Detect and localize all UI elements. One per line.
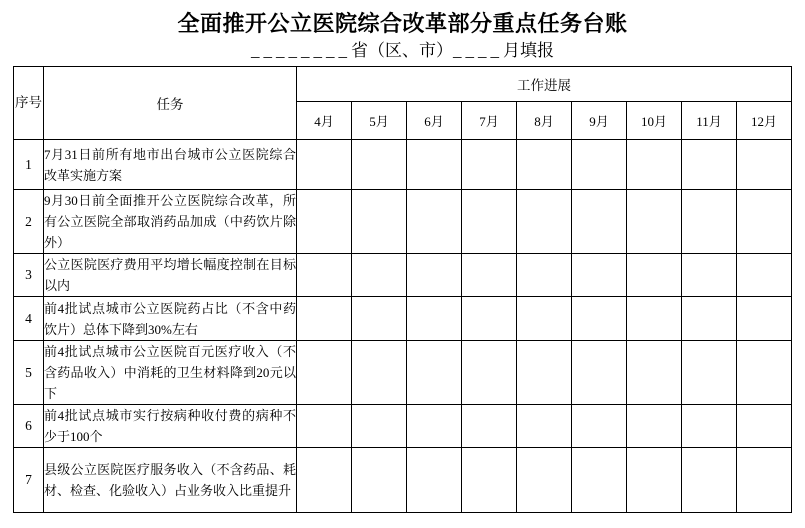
- progress-cell: [627, 140, 682, 190]
- progress-cell: [352, 297, 407, 341]
- page-title: 全面推开公立医院综合改革部分重点任务台账: [177, 11, 628, 36]
- table-row: [14, 140, 792, 190]
- month-header: 4月: [297, 102, 352, 140]
- progress-cell: [407, 254, 462, 297]
- progress-cell: [737, 140, 792, 190]
- progress-cell: [737, 297, 792, 341]
- row-number-cell: 5: [14, 341, 44, 405]
- month-header: 8月: [517, 102, 572, 140]
- progress-cell: [572, 341, 627, 405]
- month-header: 11月: [682, 102, 737, 140]
- progress-cell: [737, 448, 792, 513]
- table-row: [14, 254, 792, 297]
- task-cell: 前4批试点城市公立医院百元医疗收入（不含药品收入）中消耗的卫生材料降到20元以下: [44, 341, 297, 405]
- progress-cell: [572, 448, 627, 513]
- month-header: 10月: [627, 102, 682, 140]
- progress-cell: [462, 297, 517, 341]
- progress-cell: [407, 405, 462, 448]
- progress-cell: [517, 448, 572, 513]
- progress-cell: [682, 254, 737, 297]
- table-row: [14, 297, 792, 341]
- task-cell: 9月30日前全面推开公立医院综合改革，所有公立医院全部取消药品加成（中药饮片除外）: [44, 190, 297, 254]
- progress-cell: [572, 140, 627, 190]
- progress-cell: [627, 405, 682, 448]
- progress-cell: [352, 448, 407, 513]
- progress-cell: [352, 190, 407, 254]
- col-header-progress: 工作进展: [297, 67, 792, 102]
- month-header: 7月: [462, 102, 517, 140]
- progress-cell: [737, 254, 792, 297]
- month-header: 12月: [737, 102, 792, 140]
- progress-cell: [297, 190, 352, 254]
- progress-cell: [297, 405, 352, 448]
- col-header-serial: 序号: [14, 67, 44, 140]
- progress-cell: [352, 341, 407, 405]
- progress-cell: [297, 254, 352, 297]
- progress-cell: [517, 405, 572, 448]
- row-number-cell: 3: [14, 254, 44, 297]
- task-cell: 前4批试点城市公立医院药占比（不含中药饮片）总体下降到30%左右: [44, 297, 297, 341]
- month-header: 5月: [352, 102, 407, 140]
- progress-cell: [737, 190, 792, 254]
- progress-cell: [407, 297, 462, 341]
- table-row: [14, 341, 792, 405]
- task-cell: 前4批试点城市实行按病种收付费的病种不少于100个: [44, 405, 297, 448]
- row-number-cell: 1: [14, 140, 44, 190]
- progress-cell: [627, 448, 682, 513]
- progress-cell: [517, 190, 572, 254]
- row-number-cell: 2: [14, 190, 44, 254]
- table-row: [14, 405, 792, 448]
- progress-cell: [407, 341, 462, 405]
- progress-cell: [517, 254, 572, 297]
- progress-cell: [627, 341, 682, 405]
- progress-cell: [682, 297, 737, 341]
- month-header: 6月: [407, 102, 462, 140]
- progress-cell: [682, 140, 737, 190]
- province-blank: ________: [251, 41, 351, 60]
- progress-cell: [627, 297, 682, 341]
- task-cell: 7月31日前所有地市出台城市公立医院综合改革实施方案: [44, 140, 297, 190]
- progress-cell: [682, 405, 737, 448]
- progress-cell: [572, 297, 627, 341]
- progress-cell: [462, 254, 517, 297]
- progress-cell: [572, 254, 627, 297]
- col-header-task: 任务: [44, 67, 297, 140]
- task-cell: 公立医院医疗费用平均增长幅度控制在目标以内: [44, 254, 297, 297]
- month-header: 9月: [572, 102, 627, 140]
- progress-cell: [517, 297, 572, 341]
- progress-cell: [737, 341, 792, 405]
- progress-cell: [297, 341, 352, 405]
- table-row: [14, 448, 792, 513]
- progress-cell: [737, 405, 792, 448]
- row-number-cell: 4: [14, 297, 44, 341]
- progress-cell: [572, 190, 627, 254]
- progress-cell: [407, 448, 462, 513]
- task-ledger-table: [13, 66, 792, 513]
- progress-cell: [462, 190, 517, 254]
- progress-cell: [627, 254, 682, 297]
- progress-cell: [352, 405, 407, 448]
- progress-cell: [627, 190, 682, 254]
- progress-cell: [352, 140, 407, 190]
- province-label: 省（区、市）: [351, 41, 453, 60]
- progress-cell: [462, 405, 517, 448]
- progress-cell: [682, 341, 737, 405]
- progress-cell: [682, 190, 737, 254]
- row-number-cell: 7: [14, 448, 44, 513]
- task-cell: 县级公立医院医疗服务收入（不含药品、耗材、检查、化验收入）占业务收入比重提升: [44, 448, 297, 513]
- page-subtitle: [0, 40, 805, 62]
- progress-cell: [297, 140, 352, 190]
- progress-cell: [517, 140, 572, 190]
- progress-cell: [407, 190, 462, 254]
- header-row-top: [14, 67, 792, 102]
- row-number-cell: 6: [14, 405, 44, 448]
- month-label: 月填报: [503, 41, 554, 60]
- progress-cell: [352, 254, 407, 297]
- month-blank: ____: [453, 41, 503, 60]
- progress-cell: [462, 448, 517, 513]
- progress-cell: [297, 448, 352, 513]
- progress-cell: [462, 140, 517, 190]
- progress-cell: [572, 405, 627, 448]
- table-row: [14, 190, 792, 254]
- progress-cell: [517, 341, 572, 405]
- progress-cell: [462, 341, 517, 405]
- progress-cell: [297, 297, 352, 341]
- progress-cell: [407, 140, 462, 190]
- progress-cell: [682, 448, 737, 513]
